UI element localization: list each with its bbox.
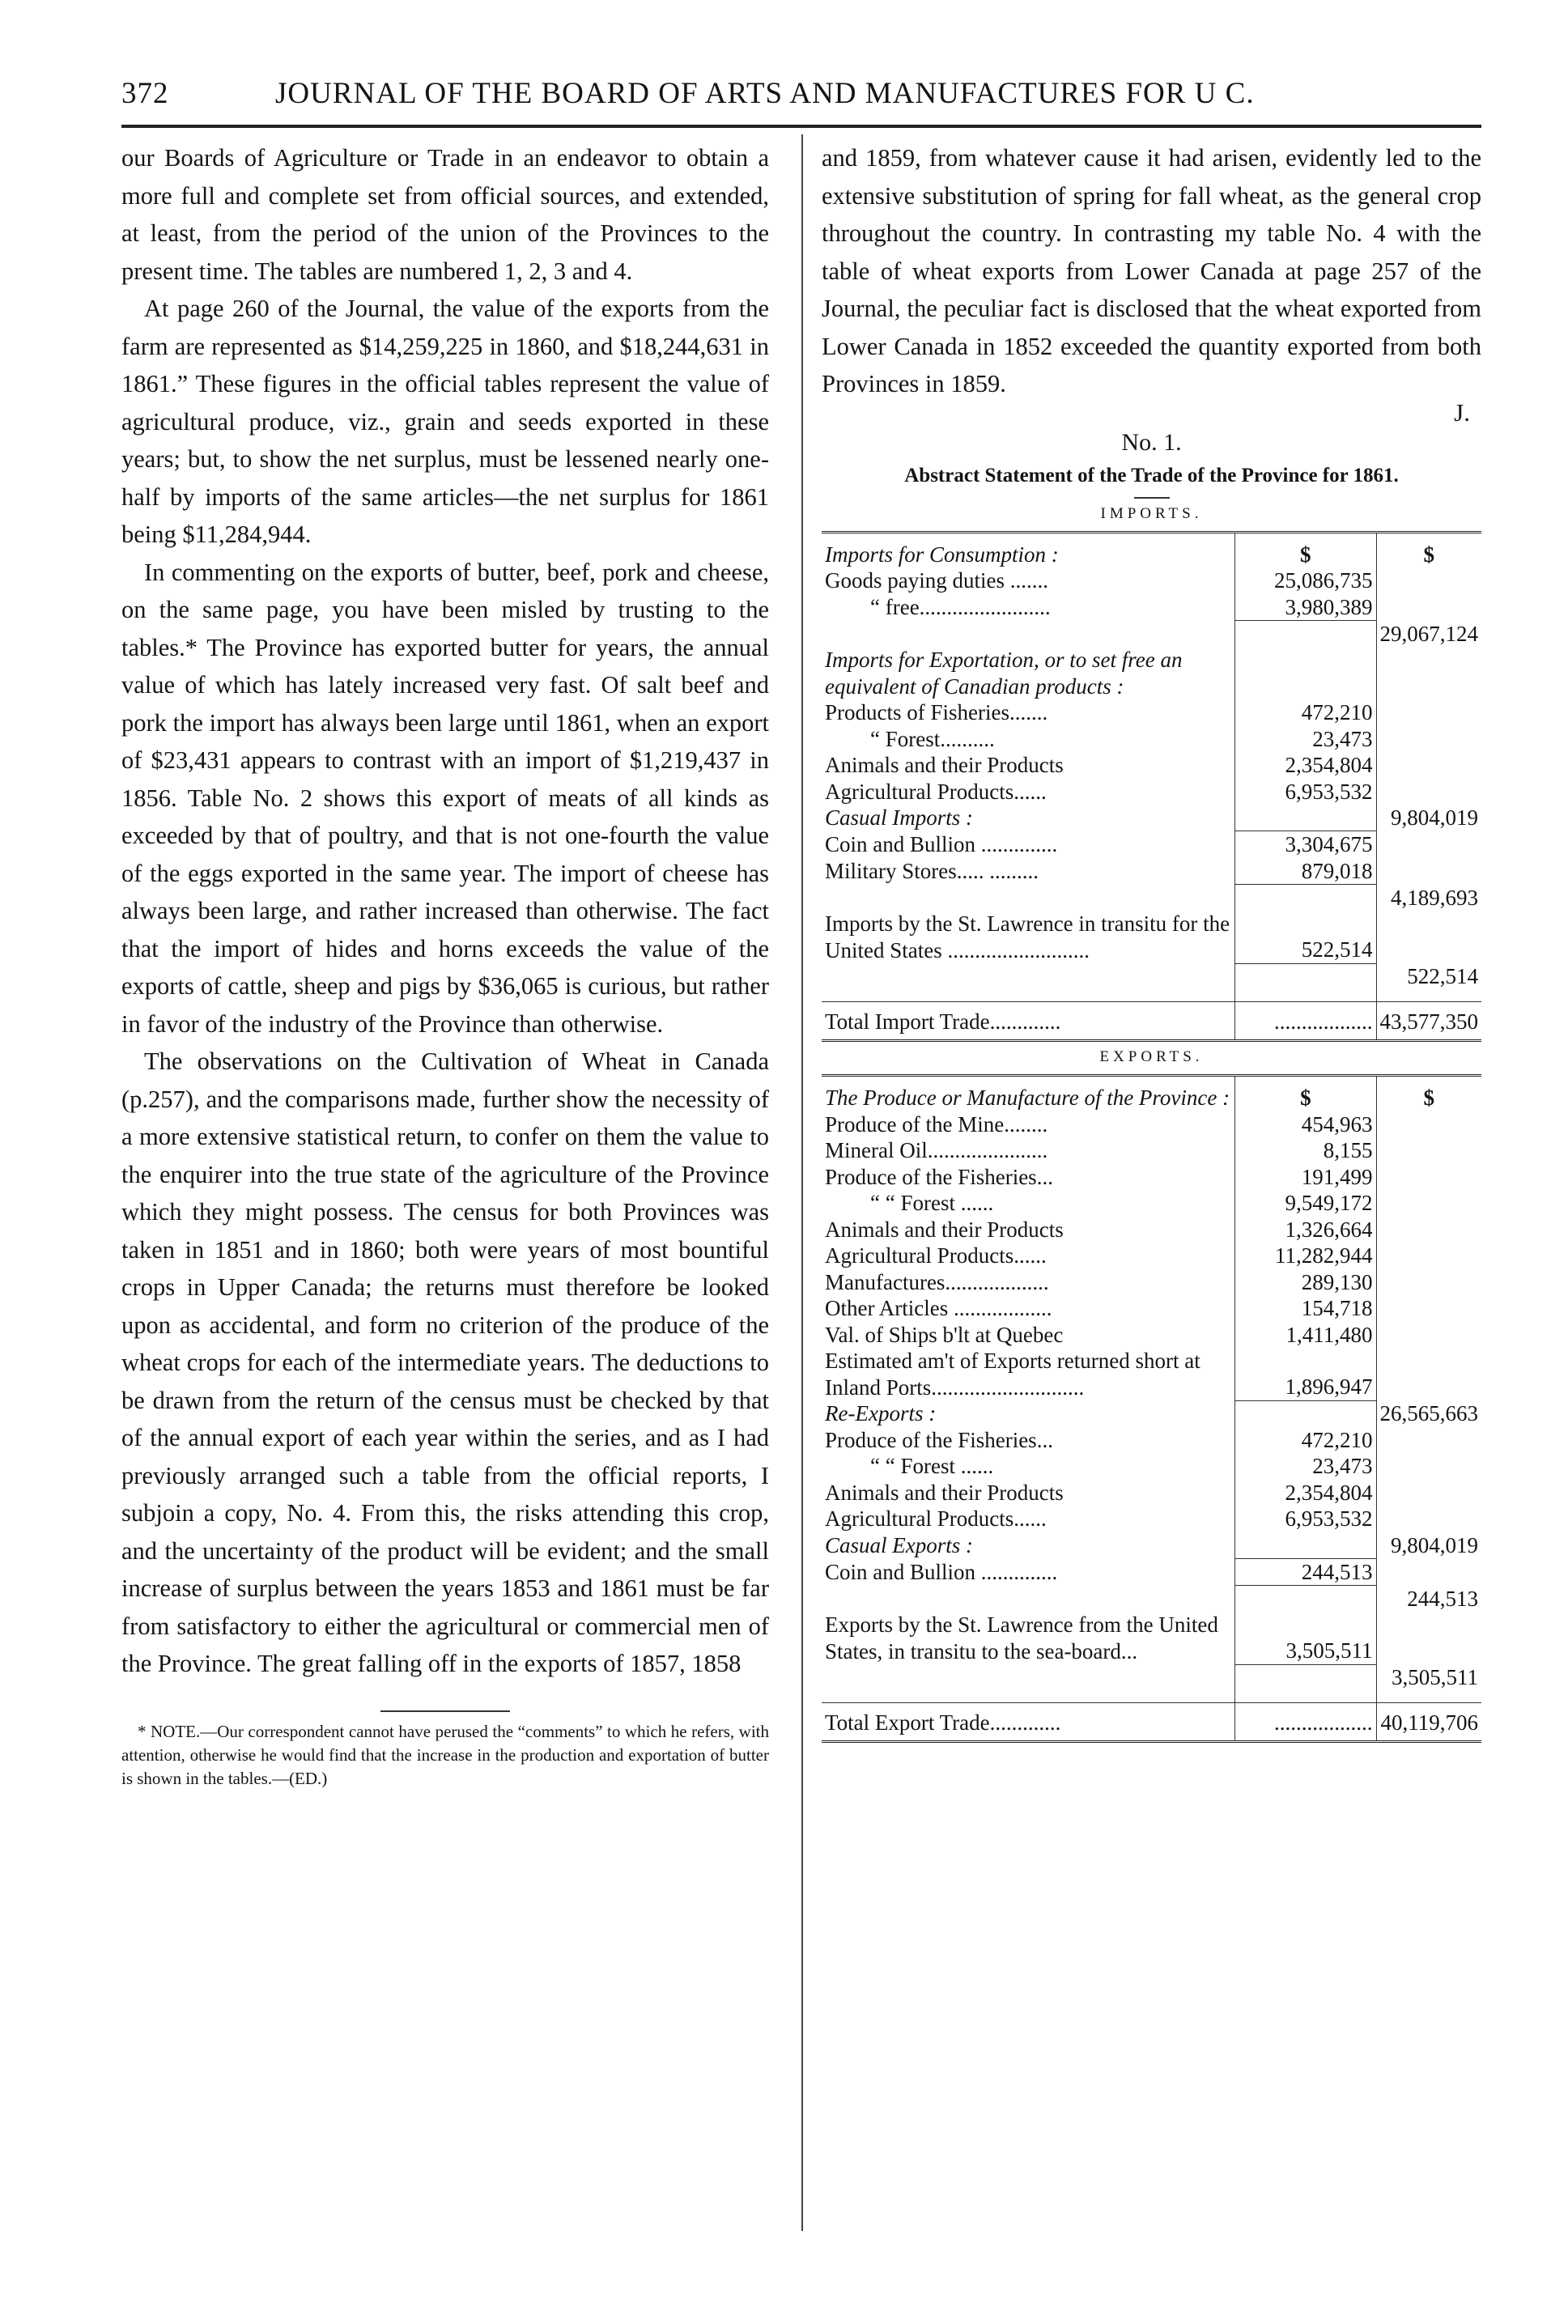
table-row: [822, 779, 1481, 805]
section-label: Imports for Consumption :: [825, 542, 1059, 567]
table-row: [822, 1480, 1481, 1506]
total-row: [822, 1001, 1481, 1041]
table-row: [822, 567, 1481, 594]
row-label: Mineral Oil......................: [825, 1138, 1048, 1162]
row-value: 454,963: [1235, 1111, 1376, 1138]
section-label: The Produce or Manufacture of the Province :: [825, 1086, 1230, 1110]
table-row: [822, 726, 1481, 753]
imports-table: [822, 531, 1481, 1043]
table-row: [822, 1111, 1481, 1138]
table-row: [822, 594, 1481, 621]
section-label: Re-Exports :: [825, 1401, 937, 1425]
title-rule: [1134, 497, 1170, 499]
total-dots: ..................: [1235, 1001, 1376, 1041]
row-label: “ free........................: [870, 595, 1051, 619]
exports-section: [822, 1048, 1481, 1743]
row-value: 3,980,389: [1235, 594, 1376, 621]
row-value: 472,210: [1235, 1427, 1376, 1454]
row-label: “ “ Forest ......: [870, 1454, 994, 1478]
row-label: Exports by the St. Lawrence from the United States, in transitu to the sea-board...: [825, 1612, 1218, 1663]
header-rule: [121, 125, 1481, 128]
left-column: [121, 139, 769, 1791]
table-row: [822, 1532, 1481, 1559]
row-value: 6,953,532: [1235, 1506, 1376, 1532]
running-title: JOURNAL OF THE BOARD OF ARTS AND MANUFACTURES FOR U C.: [275, 77, 1255, 110]
table-row: [822, 858, 1481, 885]
paragraph: At page 260 of the Journal, the value of the exports from the farm are represented as $14,259,225 in 1860, and $18,244,631 in 1861.” These figures in the official tables represent the value of agricultural produce, viz., grain and seeds exported in these years; but, to show the net surplus, must be lessened nearly one-half by imports of the same articles—the net surplus for 1861 being $11,284,944.: [121, 295, 769, 548]
row-label: Manufactures...................: [825, 1269, 1049, 1294]
table-row: [822, 1269, 1481, 1296]
table-row: [822, 1664, 1481, 1691]
paragraph: and 1859, from whatever cause it had arisen, evidently led to the extensive substitution of spring for fall wheat, as the general crop throughout the country. In contrasting my table No. 4 with the table of wheat exports from Lower Canada at page 257 of the Journal, the peculiar fact is disclosed that the wheat exported from Lower Canada in 1852 exceeded the quantity exported from both Provinces in 1859.: [822, 144, 1481, 397]
section-label: Casual Imports :: [825, 805, 974, 830]
row-value: 23,473: [1235, 1453, 1376, 1480]
total-label: Total Export Trade.............: [822, 1702, 1235, 1742]
row-value: 289,130: [1235, 1269, 1376, 1296]
table-row: [822, 1506, 1481, 1532]
paragraph: In commenting on the exports of butter, beef, pork and cheese, on the same page, you have been misled by trusting to the tables.* The Province has exported butter for years, the annual value of which has lately increased very fast. Of salt beef and pork the import has always been large until 1861, when an export of $23,431 appears to contrast with an import of $1,219,437 in 1856. Table No. 2 shows this export of meats of all kinds as exceeded by that of poultry, and that is not one-fourth the value of the eggs exported in the same year. The import of cheese has always been large, and rather increased than otherwise. The fact that the import of hides and horns exceeds the value of the exports of cattle, sheep and pigs by $36,065 is curious, but rather in favor of the industry of the Province than otherwise.: [121, 558, 769, 1038]
footnote: * NOTE.—Our correspondent cannot have perused the “comments” to which he refers, with attention, otherwise he would find that the increase in the production and exportation of butter is shown in the tables.—(ED.): [121, 1721, 769, 1788]
author-signature: J.: [1454, 397, 1470, 427]
total-row: [822, 1702, 1481, 1742]
section-total: 3,505,511: [1392, 1665, 1478, 1689]
section-label: Imports for Exportation, or to set free an equivalent of Canadian products :: [825, 648, 1183, 699]
table-row: [822, 1612, 1481, 1664]
total-dots: ..................: [1235, 1702, 1376, 1742]
exports-table: [822, 1074, 1481, 1743]
row-label: Products of Fisheries.......: [825, 700, 1048, 724]
row-label: “ “ Forest ......: [870, 1191, 994, 1215]
page-number: 372: [121, 77, 169, 110]
column-divider: [801, 134, 803, 2231]
dollar-header: $: [1235, 1076, 1376, 1111]
section-total: 522,514: [1407, 964, 1478, 988]
table-row: [822, 1190, 1481, 1217]
table-number: No. 1.: [1121, 428, 1182, 456]
row-label: Produce of the Mine........: [825, 1111, 1048, 1137]
table-row: [822, 805, 1481, 831]
table-row: [822, 1243, 1481, 1269]
row-value: 2,354,804: [1235, 1480, 1376, 1506]
table-row: [822, 621, 1481, 648]
total-value: 43,577,350: [1376, 1001, 1481, 1041]
dollar-header: $: [1235, 532, 1376, 567]
table-row: [822, 885, 1481, 911]
row-label: Produce of the Fisheries...: [825, 1164, 1053, 1189]
row-label: Animals and their Products: [825, 1480, 1064, 1505]
table-row: [822, 752, 1481, 779]
row-label: Agricultural Products......: [825, 1506, 1047, 1531]
exports-heading: EXPORTS.: [1099, 1048, 1204, 1065]
table-row: [822, 1427, 1481, 1454]
row-label: Animals and their Products: [825, 1217, 1064, 1242]
table-row: [822, 699, 1481, 726]
row-value: 154,718: [1235, 1295, 1376, 1322]
row-label: Agricultural Products......: [825, 779, 1047, 804]
row-value: 879,018: [1235, 858, 1376, 885]
section-total: 29,067,124: [1379, 621, 1478, 646]
row-label: Produce of the Fisheries...: [825, 1427, 1053, 1452]
section-label: Casual Exports :: [825, 1532, 974, 1557]
right-column: [822, 139, 1481, 1743]
section-total: 9,804,019: [1391, 1532, 1478, 1557]
row-label: Val. of Ships b'lt at Quebec: [825, 1322, 1064, 1347]
row-value: 25,086,735: [1235, 567, 1376, 594]
imports-heading: IMPORTS.: [1100, 504, 1203, 522]
table-row: [822, 831, 1481, 858]
table-row: [822, 1400, 1481, 1427]
table-row: [822, 1076, 1481, 1111]
table-row: [822, 647, 1481, 699]
row-value: 3,304,675: [1235, 831, 1376, 858]
table-row: [822, 1295, 1481, 1322]
row-label: Other Articles ..................: [825, 1296, 1052, 1320]
section-total: 244,513: [1407, 1586, 1478, 1611]
page-header: [121, 57, 1498, 121]
footnote-rule: [380, 1710, 510, 1712]
row-value: 191,499: [1235, 1164, 1376, 1191]
table-row: [822, 963, 1481, 990]
dollar-header: $: [1423, 542, 1434, 567]
total-label: Total Import Trade.............: [822, 1001, 1235, 1041]
total-value: 40,119,706: [1376, 1702, 1481, 1742]
paragraph: our Boards of Agriculture or Trade in an endeavor to obtain a more full and complete set from official sources, and extended, at least, from the period of the union of the Provinces to the present time. The tables are numbered 1, 2, 3 and 4.: [121, 144, 769, 285]
row-label: Estimated am't of Exports returned short at Inland Ports............................: [825, 1349, 1200, 1400]
section-total: 9,804,019: [1391, 805, 1478, 830]
table-row: [822, 1322, 1481, 1349]
dollar-header: $: [1423, 1086, 1434, 1110]
row-value: 23,473: [1235, 726, 1376, 753]
row-label: Animals and their Products: [825, 753, 1064, 777]
row-value: 1,411,480: [1235, 1322, 1376, 1349]
row-label: Coin and Bullion ..............: [825, 832, 1058, 856]
row-label: Goods paying duties .......: [825, 568, 1048, 593]
table-row: [822, 1217, 1481, 1243]
row-label: Imports by the St. Lawrence in transitu for the United States ..........................: [825, 911, 1230, 962]
row-label: “ Forest..........: [870, 726, 995, 751]
table-row: [822, 911, 1481, 963]
table-row: [822, 1586, 1481, 1612]
table-row: [822, 1348, 1481, 1400]
row-value: 11,282,944: [1235, 1243, 1376, 1269]
table-title: Abstract Statement of the Trade of the Province for 1861.: [904, 464, 1399, 486]
row-value: 9,549,172: [1235, 1190, 1376, 1217]
row-label: Coin and Bullion ..............: [825, 1560, 1058, 1584]
table-row: [822, 1558, 1481, 1586]
table-row: [822, 532, 1481, 567]
row-label: Military Stores..... .........: [825, 859, 1039, 883]
row-value: 2,354,804: [1235, 752, 1376, 779]
section-total: 4,189,693: [1391, 885, 1478, 910]
table-row: [822, 1137, 1481, 1164]
row-value: 522,514: [1235, 911, 1376, 963]
paragraph: The observations on the Cultivation of Wheat in Canada (p.257), and the comparisons made, further show the necessity of a more extensive statistical return, to confer on them the value to the enquirer into the true state of the agriculture of the Province which they might possess. The census for both Provinces was taken in 1851 and in 1860; both were years of most bountiful crops in Upper Canada; the returns must therefore be looked upon as accidental, and form no criterion of the produce of the wheat crops for each of the intermediate years. The deductions to be drawn from the return of the census must be checked by that of the annual export of each year within the series, and as I had previously arranged such a table from the official reports, I subjoin a copy, No. 4. From this, the risks attending this crop, and the uncertainty of the product will be evident; and the small increase of surplus between the years 1853 and 1861 must be far from satisfactory to either the agricultural or commercial men of the Province. The great falling off in the exports of 1857, 1858: [121, 1047, 769, 1677]
table-row: [822, 1453, 1481, 1480]
row-value: 6,953,532: [1235, 779, 1376, 805]
row-value: 3,505,511: [1235, 1612, 1376, 1664]
row-label: Agricultural Products......: [825, 1243, 1047, 1268]
intro-text: [822, 139, 1481, 403]
row-value: 472,210: [1235, 699, 1376, 726]
row-value: 1,326,664: [1235, 1217, 1376, 1243]
row-value: 1,896,947: [1235, 1348, 1376, 1400]
table-row: [822, 1164, 1481, 1191]
section-total: 26,565,663: [1379, 1401, 1478, 1425]
row-value: 244,513: [1235, 1558, 1376, 1586]
row-value: 8,155: [1235, 1137, 1376, 1164]
